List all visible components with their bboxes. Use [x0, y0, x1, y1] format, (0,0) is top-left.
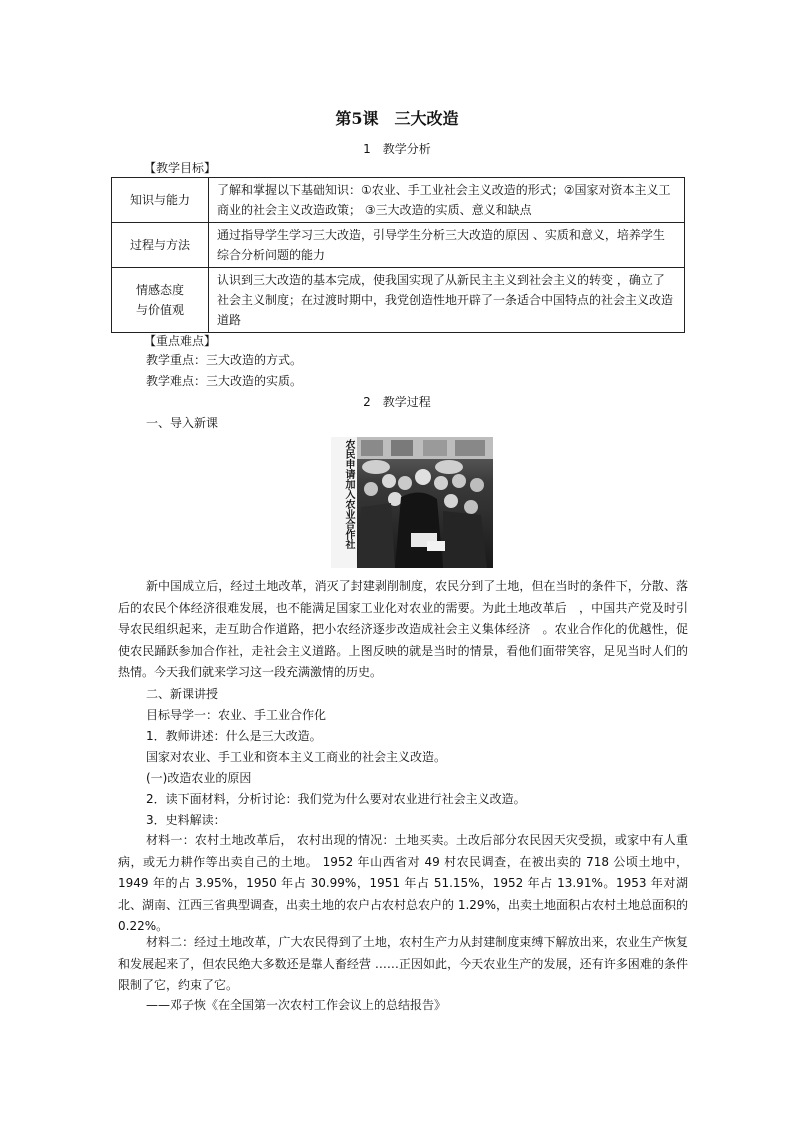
objective-text: 通过指导学生学习三大改造，引导学生分析三大改造的原因 、实质和意义，培养学生综合分析问题的能力	[209, 223, 685, 268]
photo-caption: 农民申请加入农业合作社	[343, 439, 354, 549]
objective-text: 了解和掌握以下基础知识：①农业、手工业社会主义改造的形式；②国家对资本主义工商业的社会主义改造政策； ③三大改造的实质、意义和缺点	[209, 178, 685, 223]
intro-heading: 一、导入新课	[146, 416, 219, 430]
historical-photo	[331, 437, 493, 568]
table-row	[112, 268, 685, 333]
table-row	[112, 223, 685, 268]
objective-label: 过程与方法	[112, 223, 209, 268]
material-one	[118, 830, 688, 938]
item-one: 1．教师讲述：什么是三大改造。	[146, 729, 322, 743]
objective-label: 知识与能力	[112, 178, 209, 223]
objective-label: 情感态度 与价值观	[112, 268, 209, 333]
difficult-point: 教学难点：三大改造的实质。	[146, 374, 303, 388]
material-two-text: 材料二：经过土地改革，广大农民得到了土地，农村生产力从封建制度束缚下解放出来，农业生产恢复和发展起来了，但农民绝大多数还是靠人畜经营 ……正因如此，今天农业生产的发展，还有许多困难的条件限制了它，约束了它。	[118, 935, 688, 993]
section-heading-process: 2 教学过程	[363, 395, 431, 409]
item-one-text: 国家对农业、手工业和资本主义工商业的社会主义改造。	[146, 750, 447, 764]
new-lesson-heading: 二、新课讲授	[146, 687, 219, 701]
key-difficult-label: 【重点难点】	[144, 334, 217, 348]
objectives-table	[111, 177, 685, 333]
item-three: 3．史料解读：	[146, 813, 226, 827]
lesson-title: 第5课 三大改造	[335, 109, 459, 128]
intro-text: 新中国成立后，经过土地改革，消灭了封建剥削制度，农民分到了土地，但在当时的条件下，分散、落后的农民个体经济很难发展，也不能满足国家工业化对农业的需要。为此土地改革后 ，中国共产党及时引导农民组织起来，走互助合作道路，把小农经济逐步改造成社会主义集体经济 。农业合作化的优越性，促使农民踊跃参加合作社，走社会主义道路。上图反映的就是当时的情景，看他们面带笑容，足见当时人们的热情。今天我们就来学习这一段充满激情的历史。	[118, 579, 688, 680]
material-one-text: 材料一：农村土地改革后， 农村出现的情况：土地买卖。土改后部分农民因天灾受损，或家中有人重病，或无力耕作等出卖自己的土地。 1952 年山西省对 49 村农民调查，在被出卖的 718 公顷土地中，1949 年的占 3.95%，1950 年占 30.99%，1951 年占 51.15%，1952 年占 13.91%。1953 年对湖北、湖南、江西三省典型调查，出卖土地的农户占农村总农户的 1.29%，出卖土地面积占农村土地总面积的 0.22%。	[118, 833, 688, 934]
key-point: 教学重点：三大改造的方式。	[146, 353, 303, 367]
objectives-label: 【教学目标】	[144, 161, 217, 175]
section-heading-analysis: 1 教学分析	[363, 142, 431, 156]
item-two: 2．读下面材料，分析讨论：我们党为什么要对农业进行社会主义改造。	[146, 792, 526, 806]
intro-paragraph	[118, 576, 688, 684]
table-row	[112, 178, 685, 223]
goal-one: 目标导学一：农业、手工业合作化	[146, 708, 327, 722]
objective-text: 认识到三大改造的基本完成，使我国实现了从新民主主义到社会主义的转变 ，确立了社会主义制度；在过渡时期中，我党创造性地开辟了一条适合中国特点的社会主义改造道路	[209, 268, 685, 333]
material-two	[118, 932, 688, 997]
material-source: ——邓子恢《在全国第一次农村工作会议上的总结报告》	[146, 998, 447, 1012]
subheading-reasons: (一)改造农业的原因	[146, 771, 252, 785]
photo-image	[331, 437, 493, 568]
